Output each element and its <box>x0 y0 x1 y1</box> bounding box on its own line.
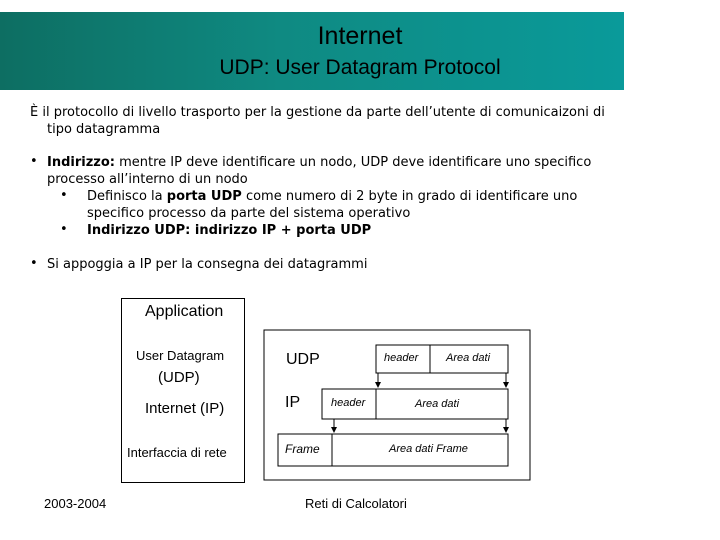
ip-data-text: Area dati <box>415 398 460 410</box>
encap-udp-label: UDP <box>286 351 320 368</box>
stack-application: Application <box>145 303 224 320</box>
page-subtitle: UDP: User Datagram Protocol <box>219 56 501 79</box>
sub-bullet1-line-2: specifico processo da parte del sistema operativo <box>87 206 411 221</box>
sub-bullet-dot: • <box>60 188 68 203</box>
udp-header-text: header <box>384 352 419 364</box>
sub-bullet2: Indirizzo UDP: indirizzo IP + porta UDP <box>87 223 372 238</box>
bullet1-term: Indirizzo: <box>47 155 115 170</box>
stack-internet: Internet (IP) <box>145 400 225 417</box>
bullet-dot: • <box>30 154 38 169</box>
bullet-dot: • <box>30 256 38 271</box>
sub-bullet-dot: • <box>60 222 68 237</box>
footer-course: Reti di Calcolatori <box>305 496 407 511</box>
bullet1-text: mentre IP deve identificare un nodo, UDP deve identificare uno specifico <box>114 155 592 170</box>
intro-line-2: tipo datagramma <box>47 122 161 137</box>
encap-ip-label: IP <box>285 394 301 411</box>
encap-frame-label: Frame <box>285 442 320 456</box>
sub-bullet1-post: come numero di 2 byte in grado di identificare uno <box>241 189 578 204</box>
bullet1-line-2: processo all’interno di un nodo <box>47 172 248 187</box>
stack-user-datagram: User Datagram <box>136 348 225 363</box>
sub-bullet1-bold: porta UDP <box>166 189 242 204</box>
frame-data-text: Area dati Frame <box>389 443 468 455</box>
ip-header-text: header <box>331 397 366 409</box>
footer-year: 2003-2004 <box>44 496 107 511</box>
stack-interfaccia: Interfaccia di rete <box>127 445 227 460</box>
bullet2: Si appoggia a IP per la consegna dei datagrammi <box>47 257 368 272</box>
sub-bullet1-pre: Definisco la <box>87 189 167 204</box>
stack-udp: (UDP) <box>158 369 200 386</box>
udp-data-text: Area dati <box>446 352 491 364</box>
intro-line-1: È il protocollo di livello trasporto per la gestione da parte dell’utente di comunicaizoni di <box>30 105 605 120</box>
page-title: Internet <box>317 22 403 50</box>
